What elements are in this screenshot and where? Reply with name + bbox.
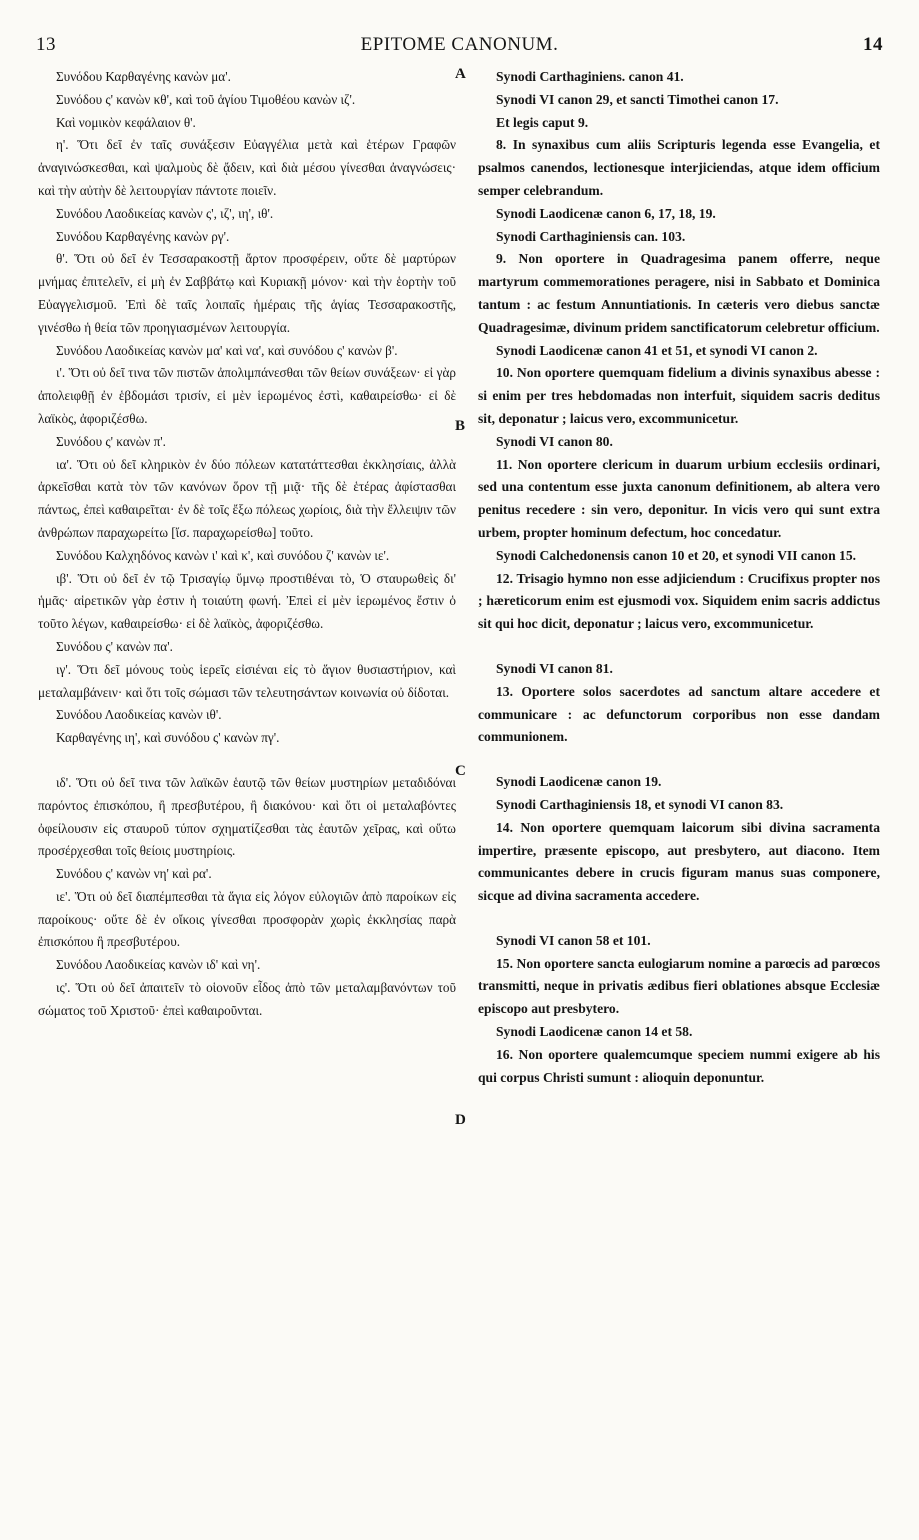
column-marker-c: C — [455, 763, 466, 779]
greek-canon-8: η'. Ὅτι δεῖ ἐν ταῖς συνάξεσιν Εὐαγγέλια μετὰ καὶ ἑτέρων Γραφῶν ἀναγινώσκεσθαι, καὶ ψαλμοὺς δὲ ᾄδειν, καὶ διὰ μέσου γίνεσθαι ἀναγνώσεις· καὶ τὴν αὐτὴν δὲ λειτουργίαν πάντοτε ποιεῖν. — [38, 137, 456, 198]
latin-canon-16: 16. Non oportere qualemcumque speciem nummi exigere ab his qui corpus Christi sumunt : alioquin deponuntur. — [478, 1046, 880, 1085]
greek-reference: Συνόδου Λαοδικείας κανὼν ιθ'. — [56, 707, 222, 723]
latin-reference: Synodi Carthaginiensis 18, et synodi VI canon 83. — [496, 796, 784, 812]
latin-reference: Synodi Laodicenæ canon 14 et 58. — [496, 1024, 693, 1040]
greek-reference: Συνόδου Καρθαγένης κανὼν μα'. — [56, 69, 231, 84]
latin-canon-14: 14. Non oportere quemquam laicorum sibi divina sacramenta impertire, præsente episcopo, aut presbytero, aut diacono. Item communicantes debere in crucis figuram manus suas componere, sicque ad divina sacramenta accedere. — [478, 819, 880, 904]
column-marker-b: B — [455, 418, 466, 434]
latin-reference: Synodi Laodicenæ canon 6, 17, 18, 19. — [496, 205, 716, 221]
page-number-right: 14 — [863, 34, 883, 55]
latin-canon-15: 15. Non oportere sancta eulogiarum nomine a parœcis ad parœcos transmitti, neque in privatis ædibus fieri oblationes absque Ecclesiæ episcopo aut presbytero. — [478, 955, 880, 1017]
greek-reference: Συνόδου ς' κανὼν νη' καὶ ρα'. — [56, 866, 212, 882]
greek-canon-12: ιβ'. Ὅτι οὐ δεῖ ἐν τῷ Τρισαγίῳ ὕμνῳ προστιθέναι τὸ, Ὁ σταυρωθεὶς δι' ἡμᾶς· αἱρετικῶν γὰρ ἐστιν ἡ τοιαύτη φωνή. Ἐπεὶ εἰ μὲν ἱερωμένος ἔστιν ὁ τοῦτο λέγων, καθαιρείσθω· εἰ δὲ λαϊκὸς, ἀφοριζέσθω. — [38, 570, 456, 632]
greek-canon-11: ια'. Ὅτι οὐ δεῖ κληρικὸν ἐν δύο πόλεων κατατάττεσθαι ἐκκλησίαις, ἀλλὰ ἀρκεῖσθαι κατὰ τὸν τῶν κανόνων ὅρον τῇ μιᾷ· τῆς δὲ ἑτέρας ἀφίστασθαι πάντως, ἐπεὶ καθαιρεῖται· ἐν δὲ τοῖς ἔξω πόλεως χωρίοις, διὰ τὴν ἔλλειψιν τῶν ἀνθρώπων παραχωρείτω [ἴσ. παραχωρείσθω] τοῦτο. — [38, 456, 456, 540]
page-number-left: 13 — [36, 34, 56, 55]
greek-canon-9: θ'. Ὅτι οὐ δεῖ ἐν Τεσσαρακοστῇ ἄρτον προσφέρειν, οὔτε δὲ μαρτύρων μνήμας ἐπιτελεῖν, εἰ μὴ ἐν Σαββάτῳ καὶ Κυριακῇ μόνον· καὶ τὴν ἑορτὴν τοῦ Εὐαγγελισμοῦ. Ἐπὶ δὲ ταῖς λοιπαῖς ἡμέραις τῆς ἁγίας Τεσσαρακοστῆς, γινέσθω ἡ θεία τῶν προηγιασμένων λειτουργία. — [38, 251, 456, 335]
latin-reference: Synodi Laodicenæ canon 19. — [496, 774, 662, 790]
column-marker-a: A — [455, 66, 466, 82]
latin-reference: Synodi Carthaginiensis can. 103. — [496, 228, 686, 244]
greek-canon-13: ιγ'. Ὅτι δεῖ μόνους τοὺς ἱερεῖς εἰσιέναι εἰς τὸ ἅγιον θυσιαστήριον, καὶ μεταλαμβάνειν· καὶ ὅτι τοῖς σώμασι τῶν τελευτησάντων κοινωνία οὐ δίδοται. — [38, 661, 456, 700]
latin-reference: Synodi VI canon 81. — [496, 660, 613, 676]
latin-reference: Et legis caput 9. — [496, 114, 589, 130]
greek-reference: Συνόδου Λαοδικείας κανὼν μα' καὶ να', καὶ συνόδου ς' κανὼν β'. — [56, 342, 398, 358]
latin-reference: Synodi VI canon 58 et 101. — [496, 932, 651, 948]
latin-canon-8: 8. In synaxibus cum aliis Scripturis legenda esse Evangelia, et psalmos canendos, lectionesque interjiciendas, atque idem officium semper celebrandum. — [478, 137, 880, 198]
greek-reference: Συνόδου Λαοδικείας κανὼν ιδ' καὶ νη'. — [56, 957, 261, 973]
latin-canon-10: 10. Non oportere quemquam fidelium a divinis synaxibus abesse : si enim per tres hebdomadas non interfuit, siquidem sacris deditus sit, deponatur ; laicus vero, excommunicetur. — [478, 365, 880, 426]
greek-reference: Συνόδου ς' κανὼν κθ', καὶ τοῦ ἁγίου Τιμοθέου κανὼν ιζ'. — [56, 91, 356, 107]
latin-canon-11: 11. Non oportere clericum in duarum urbium ecclesiis ordinari, sed una contentum esse juxta canonum definitionem, ab altera vero penitus recedere : sin vero, deponitur. In vicis vero qui sunt extra urbem, propter hominum defectum, hoc concedatur. — [478, 456, 880, 540]
latin-column — [478, 66, 880, 1089]
greek-canon-15: ιε'. Ὅτι οὐ δεῖ διαπέμπεσθαι τὰ ἅγια εἰς λόγον εὐλογιῶν ἀπὸ παροίκων εἰς παροίκους· οὔτε δὲ ἐν οἴκοις γίνεσθαι προσφορὰν χωρὶς ἐκκλησίας παρὰ ἐπισκόπου ἢ πρεσβυτέρου. — [38, 888, 456, 950]
greek-column — [38, 66, 456, 1023]
greek-reference: Καὶ νομικὸν κεφάλαιον θ'. — [56, 114, 196, 130]
latin-reference: Synodi VI canon 80. — [496, 433, 613, 449]
column-marker-d: D — [455, 1112, 466, 1128]
greek-canon-10: ι'. Ὅτι οὐ δεῖ τινα τῶν πιστῶν ἀπολιμπάνεσθαι τῶν θείων συνάξεων· εἰ γὰρ ἀπολειφθῇ ἐν ἑβδομάσι τρισίν, εἰ μὲν ἱερωμένος ἐστὶ, καθαιρείσθω· εἰ δὲ λαϊκὸς, ἀφοριζέσθω. — [38, 365, 456, 426]
greek-canon-16: ις'. Ὅτι οὐ δεῖ ἀπαιτεῖν τὸ οἱονοῦν εἶδος ἀπὸ τῶν μεταλαμβανόντων τοῦ σώματος τοῦ Χριστοῦ· ἐπεὶ καθαιροῦνται. — [38, 980, 456, 1018]
latin-canon-9: 9. Non oportere in Quadragesima panem offerre, neque martyrum commemorationes peragere, nisi in Sabbato et Dominica tantum : ac festum Annuntiationis. In cæteris vero diebus sanctæ Quadragesimæ, divinum pridem sanctificatorum celebretur officium. — [478, 251, 880, 335]
greek-reference: Καρθαγένης ιη', καὶ συνόδου ς' κανὼν πγ'. — [56, 730, 280, 746]
greek-reference: Συνόδου Καλχηδόνος κανὼν ι' καὶ κ', καὶ συνόδου ζ' κανὼν ιε'. — [56, 547, 390, 563]
running-title: EPITOME CANONUM. — [360, 34, 559, 55]
page-header — [36, 34, 883, 60]
greek-reference: Συνόδου ς' κανὼν πα'. — [56, 638, 173, 654]
latin-reference: Synodi Laodicenæ canon 41 et 51, et synodi VI canon 2. — [496, 342, 818, 358]
latin-reference: Synodi Calchedonensis canon 10 et 20, et synodi VII canon 15. — [496, 547, 857, 563]
greek-reference: Συνόδου Καρθαγένης κανὼν ργ'. — [56, 228, 230, 244]
greek-canon-14: ιδ'. Ὅτι οὐ δεῖ τινα τῶν λαϊκῶν ἑαυτῷ τῶν θείων μυστηρίων μεταδιδόναι παρόντος ἐπισκόπου, ἢ πρεσβυτέρου, ἢ διακόνου· καὶ ὅτι οἱ μεταλαβόντες ὀφείλουσιν εἰς σταυροῦ τύπον σχηματίζεσθαι τὰς ἑαυτῶν χεῖρας, καὶ οὕτω προσέρχεσθαι τοῖς θείοις μυστηρίοις. — [38, 774, 456, 859]
greek-reference: Συνόδου ς' κανὼν π'. — [56, 433, 166, 449]
latin-canon-13: 13. Oportere solos sacerdotes ad sanctum altare accedere et communicare : ac defunctorum corporibus non esse dandam communionem. — [478, 683, 880, 745]
latin-reference: Synodi Carthaginiens. canon 41. — [496, 69, 684, 84]
latin-reference: Synodi VI canon 29, et sancti Timothei canon 17. — [496, 91, 779, 107]
greek-reference: Συνόδου Λαοδικείας κανὼν ς', ιζ', ιη', ιθ'. — [56, 205, 274, 221]
latin-canon-12: 12. Trisagio hymno non esse adjiciendum : Crucifixus propter nos ; hæreticorum enim est ejusmodi vox. Siquidem enim sacris addictus sit qui hoc dicit, deponatur ; laicus vero, excommunicetur. — [478, 570, 880, 632]
